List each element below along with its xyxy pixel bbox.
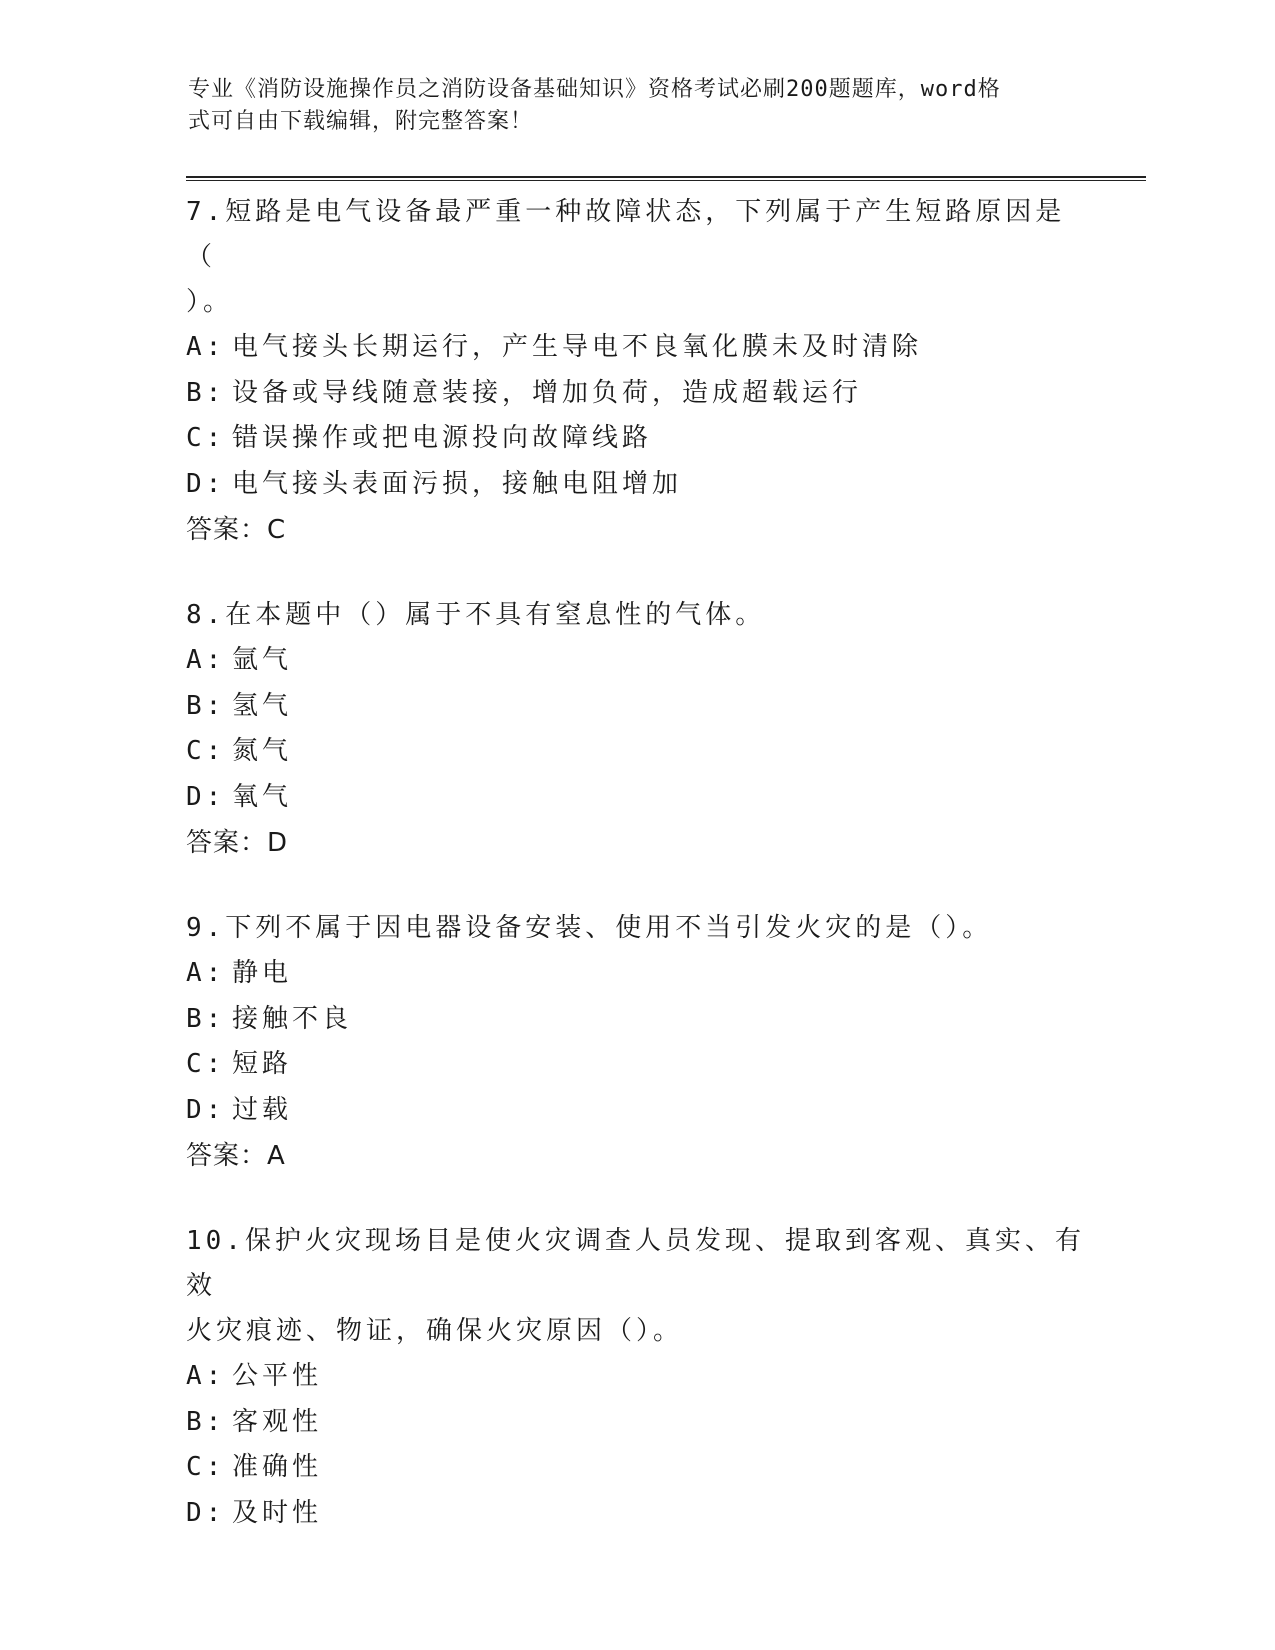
- option-text: 氩气: [232, 645, 293, 675]
- option-d: [186, 1491, 1086, 1537]
- option-key: A:: [186, 958, 226, 988]
- option-text: 准确性: [232, 1452, 323, 1482]
- option-key: B:: [186, 1003, 226, 1034]
- question-stem-line-2: ）。: [186, 287, 234, 317]
- question-stem-line-2: 火灾痕迹、物证，确保火灾原因（）。: [186, 1316, 684, 1346]
- question-9: [186, 906, 1086, 1179]
- option-key: C:: [186, 423, 226, 453]
- option-text: 电气接头长期运行，产生导电不良氧化膜未及时清除: [232, 332, 923, 362]
- option-c: [186, 1042, 1086, 1088]
- option-d: [186, 462, 1086, 508]
- option-a: [186, 325, 1086, 371]
- option-c: [186, 729, 1086, 775]
- answer-line: 答案：C: [186, 515, 287, 545]
- option-key: D:: [186, 1094, 226, 1125]
- question-8: [186, 593, 1086, 866]
- option-text: 氢气: [232, 690, 293, 721]
- question-stem-line-1: 10.保护火灾现场目是使火灾调查人员发现、提取到客观、真实、有效: [186, 1226, 1085, 1301]
- option-key: A:: [186, 645, 226, 675]
- option-text: 接触不良: [232, 1003, 353, 1034]
- question-stem: [186, 906, 1086, 951]
- option-key: B:: [186, 1406, 226, 1437]
- option-a: [186, 638, 1086, 684]
- header-line-1: 专业《消防设施操作员之消防设备基础知识》资格考试必刷200题题库，word格: [188, 77, 1001, 102]
- option-a: [186, 951, 1086, 997]
- option-text: 氧气: [232, 781, 293, 812]
- option-key: D:: [186, 1497, 226, 1528]
- question-stem: [186, 593, 1086, 638]
- option-key: A:: [186, 1361, 226, 1391]
- option-b: [186, 684, 1086, 730]
- answer-line: 答案：A: [186, 1141, 286, 1171]
- header-line-2: 式可自由下载编辑，附完整答案！: [188, 109, 534, 134]
- option-key: B:: [186, 377, 226, 408]
- option-text: 静电: [232, 958, 293, 988]
- answer-line: 答案：D: [186, 828, 289, 858]
- option-c: [186, 1445, 1086, 1491]
- question-stem-line-1: 9.下列不属于因电器设备安装、使用不当引发火灾的是（）。: [186, 913, 993, 943]
- question-list: [186, 190, 1086, 1576]
- option-key: C:: [186, 1049, 226, 1079]
- option-d: [186, 1088, 1086, 1134]
- option-text: 及时性: [232, 1497, 323, 1528]
- question-stem-line-1: 8.在本题中（）属于不具有窒息性的气体。: [186, 600, 766, 630]
- option-key: C:: [186, 1452, 226, 1482]
- option-b: [186, 371, 1086, 417]
- option-key: D:: [186, 781, 226, 812]
- option-key: C:: [186, 736, 226, 766]
- option-text: 过载: [232, 1094, 293, 1125]
- option-b: [186, 997, 1086, 1043]
- option-text: 短路: [232, 1049, 293, 1079]
- option-text: 错误操作或把电源投向故障线路: [232, 423, 653, 453]
- option-text: 客观性: [232, 1406, 323, 1437]
- header-divider: [186, 176, 1146, 181]
- question-stem: [186, 190, 1086, 325]
- option-text: 电气接头表面污损，接触电阻增加: [232, 468, 683, 499]
- question-stem: [186, 1219, 1086, 1354]
- option-b: [186, 1400, 1086, 1446]
- document-header: [188, 74, 1068, 138]
- question-stem-line-1: 7.短路是电气设备最严重一种故障状态，下列属于产生短路原因是（: [186, 197, 1066, 272]
- option-key: D:: [186, 468, 226, 499]
- question-7: [186, 190, 1086, 553]
- option-a: [186, 1354, 1086, 1400]
- question-10: [186, 1219, 1086, 1536]
- option-d: [186, 775, 1086, 821]
- option-key: A:: [186, 332, 226, 362]
- option-key: B:: [186, 690, 226, 721]
- option-text: 氮气: [232, 736, 293, 766]
- option-text: 设备或导线随意装接，增加负荷，造成超载运行: [232, 377, 863, 408]
- option-text: 公平性: [232, 1361, 323, 1391]
- option-c: [186, 416, 1086, 462]
